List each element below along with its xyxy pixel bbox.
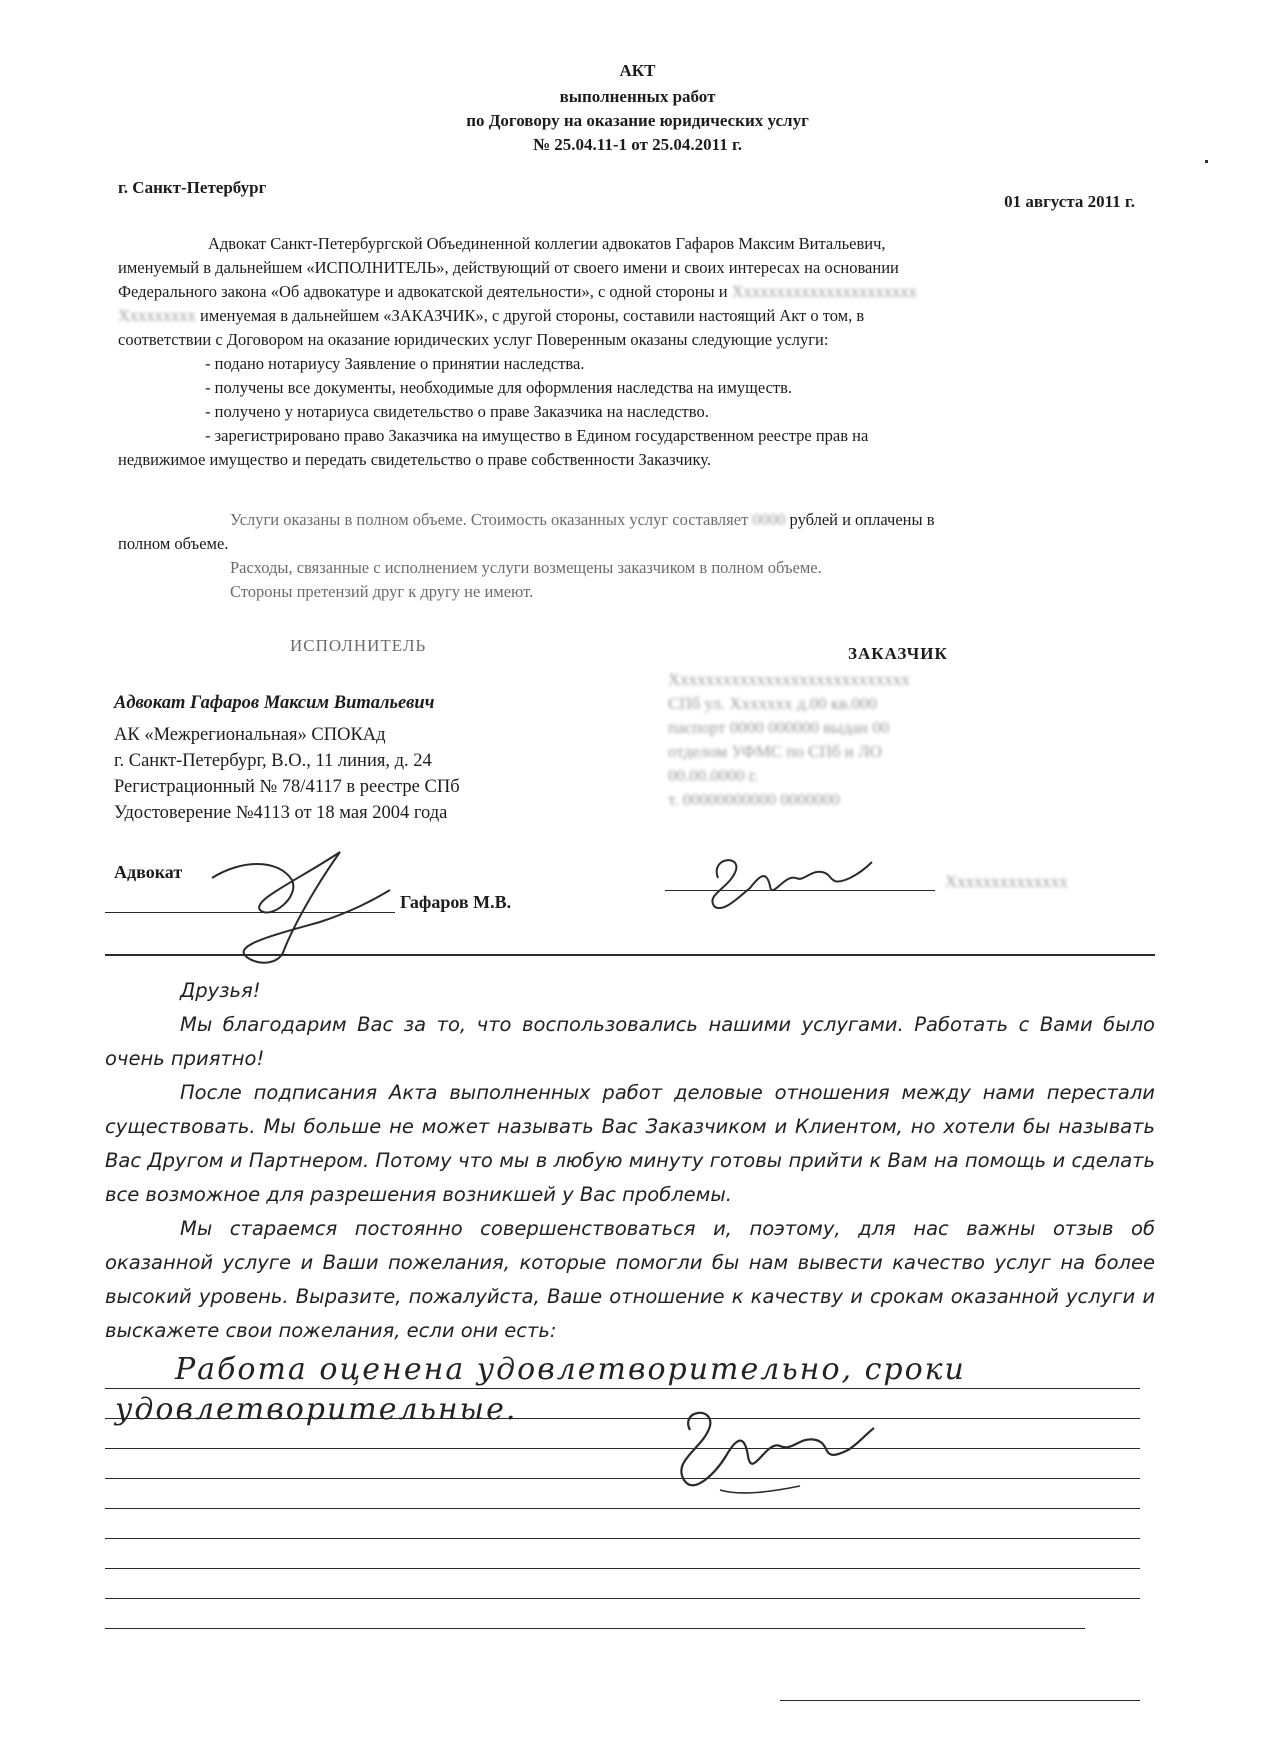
summary-line-3: Расходы, связанные с исполнением услуги возмещены заказчиком в полном объеме. — [230, 558, 822, 577]
document-date: 01 августа 2011 г. — [1004, 192, 1135, 211]
executor-name: Адвокат Гафаров Максим Витальевич — [114, 693, 435, 713]
document-title: АКТ — [619, 61, 656, 80]
customer-details-redacted: Хххххххххххххххххххххххххххх СПб ул. Ххххххх д.00 кв.000 паспорт 0000 000000 выдан 00 отделом УФМС по СПб и ЛО 00.00.0000 г. т. 00000000000 0000000 — [668, 670, 910, 809]
intro-line-4 — [118, 304, 1158, 328]
executor-address: г. Санкт-Петербург, В.О., 11 линия, д. 24 — [114, 751, 432, 771]
handwritten-feedback-1: Работа оценена удовлетворительно, сроки — [175, 1352, 966, 1387]
service-item-1: - подано нотариусу Заявление о принятии наследства. — [205, 354, 585, 373]
scan-mark — [1205, 160, 1208, 163]
thank-you-letter — [105, 974, 1155, 1348]
feedback-line-4 — [105, 1478, 1140, 1479]
feedback-signature-icon — [660, 1400, 880, 1510]
service-item-3: - получено у нотариуса свидетельство о праве Заказчика на наследство. — [205, 402, 709, 421]
feedback-line-5 — [105, 1508, 1140, 1509]
summary-text-1a: Услуги оказаны в полном объеме. Стоимость оказанных услуг составляет — [230, 510, 749, 529]
intro-text-4: именуемая в дальнейшем «ЗАКАЗЧИК», с другой стороны, составили настоящий Акт о том, в — [200, 306, 865, 325]
handwritten-feedback-2: удовлетворительные. — [115, 1392, 518, 1427]
executor-details — [114, 690, 584, 826]
contract-number: № 25.04.11-1 от 25.04.2011 г. — [532, 135, 743, 154]
intro-line-1 — [118, 232, 1158, 256]
intro-text-3: Федерального закона «Об адвокатуре и адвокатской деятельности», с одной стороны и — [118, 282, 728, 301]
feedback-line-6 — [105, 1538, 1140, 1539]
document-subtitle-2: по Договору на оказание юридических услуг — [466, 111, 809, 130]
customer-signature-icon — [700, 848, 880, 918]
feedback-line-7 — [105, 1568, 1140, 1569]
executor-sign-label: Адвокат — [114, 862, 183, 882]
letter-paragraph-1: Мы благодарим Вас за то, что воспользовались нашими услугами. Работать с Вами было очень приятно! — [105, 1013, 1155, 1070]
redacted-name: Хххххххххххххххххххххх — [731, 282, 917, 301]
summary-line-4: Стороны претензий друг к другу не имеют. — [230, 582, 534, 601]
document-subtitle-1: выполненных работ — [559, 87, 716, 106]
intro-line-5: соответствии с Договором на оказание юридических услуг Поверенным оказаны следующие услуги: — [118, 330, 829, 349]
section-separator — [105, 954, 1155, 956]
redacted-amount: 0000 — [752, 510, 786, 529]
executor-registration: Регистрационный № 78/4117 в реестре СПб — [114, 777, 460, 797]
service-item-4: - зарегистрировано право Заказчика на имущество в Едином государственном реестре прав на — [205, 426, 869, 445]
feedback-line-3 — [105, 1448, 1140, 1449]
letter-paragraph-3: Мы стараемся постоянно совершенствоваться и, поэтому, для нас важны отзыв об оказанной услуге и Ваши пожелания, которые помогли бы нам вывести качество услуг на более высокий уровень. Выразите, пожалуйста, Ваше отношение к качеству и срокам оказанной услуги и выскажете свои пожелания, если они есть: — [105, 1217, 1155, 1342]
service-item-2: - получены все документы, необходимые для оформления наследства на имуществ. — [205, 378, 793, 397]
executor-certificate: Удостоверение №4113 от 18 мая 2004 года — [114, 803, 448, 823]
executor-sign-name: Гафаров М.В. — [400, 892, 512, 912]
customer-sign-name-redacted: Хххххххххххххх — [945, 872, 1068, 891]
letter-greeting: Друзья! — [180, 979, 261, 1002]
summary-text-1b: рублей и оплачены в — [789, 510, 935, 529]
intro-text-1: Адвокат Санкт-Петербургской Объединенной коллегии адвокатов Гафаров Максим Витальевич, — [208, 234, 886, 253]
summary-line-2: полном объеме. — [118, 534, 229, 553]
executor-heading: ИСПОЛНИТЕЛЬ — [290, 636, 427, 655]
city: г. Санкт-Петербург — [118, 178, 267, 197]
feedback-line-9 — [105, 1628, 1085, 1629]
letter-paragraph-2: После подписания Акта выполненных работ деловые отношения между нами перестали существовать. Мы больше не может называть Вас Заказчиком и Клиентом, но хотели бы называть Вас Другом и Партнером. Потому что мы в любую минуту готовы прийти к Вам на помощь и сделать все возможное для разрешения возникшей у Вас проблемы. — [105, 1081, 1155, 1206]
summary-line-1 — [230, 508, 1158, 532]
feedback-line-1 — [105, 1388, 1140, 1389]
executor-signature-icon — [200, 840, 420, 970]
customer-heading: ЗАКАЗЧИК — [848, 644, 948, 663]
intro-line-3 — [118, 280, 1158, 304]
redacted-name-2: Ххххххххх — [118, 306, 196, 325]
intro-line-2: именуемый в дальнейшем «ИСПОЛНИТЕЛЬ», действующий от своего имени и своих интересах на основании — [118, 258, 899, 277]
executor-org: АК «Межрегиональная» СПОКАд — [114, 725, 386, 745]
service-item-4-cont: недвижимое имущество и передать свидетельство о праве собственности Заказчику. — [118, 450, 711, 469]
feedback-sign-line — [780, 1700, 1140, 1701]
feedback-line-8 — [105, 1598, 1140, 1599]
